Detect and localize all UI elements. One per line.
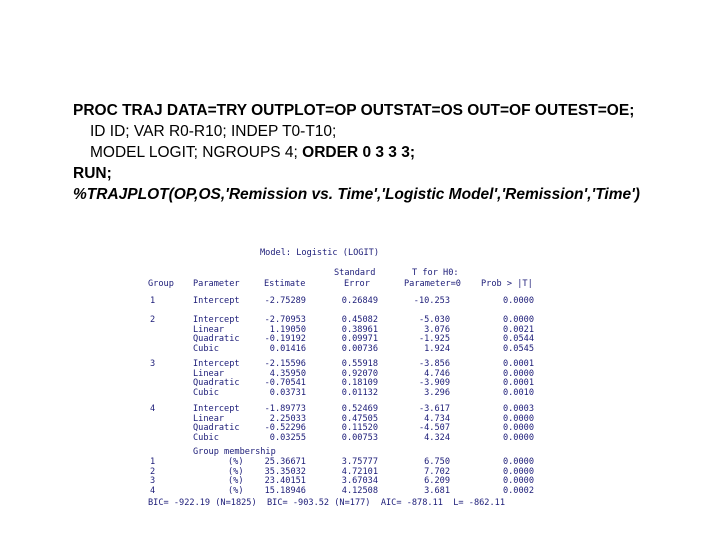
param-name: Quadratic [193, 334, 240, 344]
prob-value: 0.0000 [502, 466, 534, 477]
header-estimate: Estimate [264, 279, 306, 289]
estimate-value: -2.15596 [264, 359, 306, 369]
estimate-value: 23.40151 [264, 476, 306, 486]
header-t-bottom: Parameter=0 [404, 279, 461, 289]
stderr-value: 0.52469 [341, 404, 378, 414]
stderr-value: 0.11520 [341, 423, 378, 433]
stderr-value: 0.00736 [341, 343, 378, 354]
t-value: -3.617 [418, 404, 450, 414]
stderr-value: 0.38961 [341, 324, 378, 335]
code-text: MODEL LOGIT; NGROUPS 4; [90, 144, 303, 161]
code-line: ID ID; VAR R0-R10; INDEP T0-T10; [90, 123, 337, 140]
prob-value: 0.0000 [502, 432, 534, 443]
t-value: -5.030 [418, 315, 450, 325]
prob-value: 0.0001 [502, 378, 534, 388]
t-value: -3.909 [418, 378, 450, 388]
group-number: 2 [150, 315, 156, 325]
t-value: 3.296 [424, 387, 450, 398]
prob-value: 0.0001 [502, 359, 534, 369]
estimate-value: -2.70953 [264, 315, 306, 325]
param-name: Linear [193, 368, 225, 379]
stderr-value: 0.55918 [341, 359, 378, 369]
prob-value: 0.0021 [502, 324, 534, 335]
stderr-value: 0.18109 [341, 378, 378, 388]
param-name: Linear [193, 324, 225, 335]
t-value: 4.746 [424, 368, 450, 379]
t-value: 3.076 [424, 324, 450, 335]
output-title: Model: Logistic (LOGIT) [260, 248, 379, 258]
group-number: 4 [150, 485, 156, 496]
estimate-value: -1.89773 [264, 404, 306, 414]
code-line: PROC TRAJ DATA=TRY OUTPLOT=OP OUTSTAT=OS OUT=OF OUTEST=OE; [73, 102, 635, 119]
header-prob: Prob > |T| [481, 279, 533, 289]
header-stderr-top: Standard [334, 268, 376, 278]
estimate-value: -0.52296 [264, 423, 306, 433]
estimate-value: -2.75289 [264, 296, 306, 306]
param-name: Intercept [193, 359, 240, 369]
prob-value: 0.0000 [502, 423, 534, 433]
header-stderr-bottom: Error [344, 279, 370, 289]
param-name: (%) [228, 476, 244, 486]
t-value: -1.925 [418, 334, 450, 344]
t-value: 6.750 [424, 457, 450, 467]
estimate-value: 4.35950 [269, 368, 306, 379]
prob-value: 0.0003 [502, 404, 534, 414]
param-name: (%) [228, 485, 244, 496]
code-line [73, 142, 693, 163]
sas-code-block [73, 100, 693, 205]
estimate-value: 0.03255 [269, 432, 306, 443]
param-name: Intercept [193, 296, 240, 306]
prob-value: 0.0002 [502, 485, 534, 496]
stderr-value: 0.00753 [341, 432, 378, 443]
group-number: 3 [150, 476, 156, 486]
estimate-value: 35.35032 [264, 466, 306, 477]
stderr-value: 0.09971 [341, 334, 378, 344]
t-value: 4.734 [424, 413, 450, 424]
group-number: 1 [150, 457, 156, 467]
membership-label: Group membership [193, 447, 276, 457]
header-t-top: T for H0: [412, 268, 459, 278]
code-line: RUN; [73, 165, 112, 182]
estimate-value: -0.70541 [264, 378, 306, 388]
param-name: Quadratic [193, 423, 240, 433]
stderr-value: 0.47505 [341, 413, 378, 424]
t-value: 6.209 [424, 476, 450, 486]
stderr-value: 0.92070 [341, 368, 378, 379]
param-name: Cubic [193, 343, 219, 354]
prob-value: 0.0000 [502, 476, 534, 486]
estimate-value: 0.01416 [269, 343, 306, 354]
prob-value: 0.0000 [502, 296, 534, 306]
code-text-bold: ORDER 0 3 3 3; [302, 144, 416, 161]
t-value: 3.681 [424, 485, 450, 496]
prob-value: 0.0000 [502, 457, 534, 467]
estimate-value: 0.03731 [269, 387, 306, 398]
param-name: Cubic [193, 432, 219, 443]
group-number: 1 [150, 296, 156, 306]
stderr-value: 0.45082 [341, 315, 378, 325]
t-value: 4.324 [424, 432, 450, 443]
estimate-value: -0.19192 [264, 334, 306, 344]
estimate-value: 25.36671 [264, 457, 306, 467]
stderr-value: 0.26849 [341, 296, 378, 306]
estimate-value: 2.25033 [269, 413, 306, 424]
estimate-value: 1.19050 [269, 324, 306, 335]
estimate-value: 15.18946 [264, 485, 306, 496]
t-value: 7.702 [424, 466, 450, 477]
prob-value: 0.0000 [502, 368, 534, 379]
code-line: %TRAJPLOT(OP,OS,'Remission vs. Time','Logistic Model','Remission','Time') [73, 186, 640, 203]
param-name: (%) [228, 466, 244, 477]
stderr-value: 3.75777 [341, 457, 378, 467]
header-group: Group [148, 279, 174, 289]
prob-value: 0.0544 [502, 334, 534, 344]
traj-output-table [148, 248, 548, 510]
param-name: (%) [228, 457, 244, 467]
group-number: 2 [150, 466, 156, 477]
prob-value: 0.0000 [502, 315, 534, 325]
prob-value: 0.0545 [502, 343, 534, 354]
param-name: Cubic [193, 387, 219, 398]
stderr-value: 4.12508 [341, 485, 378, 496]
t-value: -10.253 [413, 296, 450, 306]
fit-statistics-footer: BIC= -922.19 (N=1825) BIC= -903.52 (N=177) AIC= -878.11 L= -862.11 [148, 498, 505, 508]
group-number: 3 [150, 359, 156, 369]
t-value: -3.856 [418, 359, 450, 369]
header-parameter: Parameter [193, 279, 240, 289]
stderr-value: 3.67034 [341, 476, 378, 486]
param-name: Intercept [193, 315, 240, 325]
t-value: -4.507 [418, 423, 450, 433]
param-name: Linear [193, 413, 225, 424]
stderr-value: 0.01132 [341, 387, 378, 398]
prob-value: 0.0000 [502, 413, 534, 424]
param-name: Intercept [193, 404, 240, 414]
stderr-value: 4.72101 [341, 466, 378, 477]
group-number: 4 [150, 404, 156, 414]
param-name: Quadratic [193, 378, 240, 388]
prob-value: 0.0010 [502, 387, 534, 398]
t-value: 1.924 [424, 343, 450, 354]
